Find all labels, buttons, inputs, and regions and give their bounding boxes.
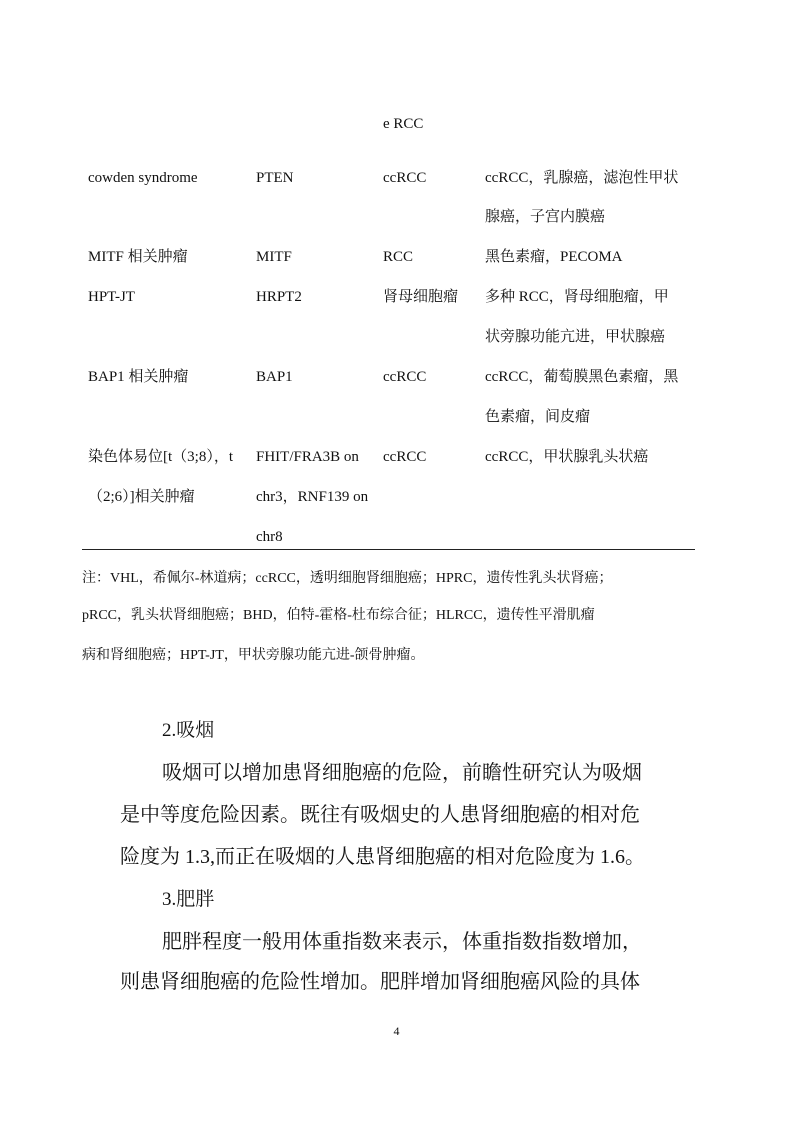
other-tumors-cell: 色素瘤，间皮瘤	[485, 409, 591, 425]
table-bottom-rule	[82, 549, 695, 550]
other-tumors-cell: 状旁腺功能亢进，甲状腺癌	[485, 329, 666, 345]
other-tumors-cell: 多种 RCC，肾母细胞瘤，甲	[485, 289, 669, 305]
section-heading-smoking: 2.吸烟	[162, 720, 215, 741]
other-tumors-cell: ccRCC，甲状腺乳头状癌	[485, 449, 649, 465]
table-carryover-cell: e RCC	[383, 116, 424, 132]
paragraph-line: 肥胖程度一般用体重指数来表示，体重指数指数增加，	[162, 931, 642, 953]
other-tumors-cell: 腺癌，子宫内膜癌	[485, 209, 606, 225]
tumor-cell: RCC	[383, 249, 414, 265]
paragraph-line: 是中等度危险因素。既往有吸烟史的人患肾细胞癌的相对危	[120, 804, 640, 826]
syndrome-cell: MITF 相关肿瘤	[88, 249, 188, 265]
gene-cell: BAP1	[256, 369, 293, 385]
gene-cell: chr8	[256, 529, 283, 545]
gene-cell: chr3，RNF139 on	[256, 489, 369, 505]
paragraph-line: 险度为 1.3,而正在吸烟的人患肾细胞癌的相对危险度为 1.6。	[120, 846, 645, 868]
gene-cell: FHIT/FRA3B on	[256, 449, 359, 465]
gene-cell: MITF	[256, 249, 292, 265]
other-tumors-cell: 黑色素瘤，PECOMA	[485, 249, 623, 265]
note-line: 病和肾细胞癌；HPT-JT，甲状旁腺功能亢进-颌骨肿瘤。	[82, 648, 425, 663]
syndrome-cell: BAP1 相关肿瘤	[88, 369, 189, 385]
gene-cell: HRPT2	[256, 289, 302, 305]
tumor-cell: ccRCC	[383, 369, 427, 385]
syndrome-cell: 染色体易位[t（3;8），t	[88, 449, 233, 465]
paragraph-line: 吸烟可以增加患肾细胞癌的危险，前瞻性研究认为吸烟	[162, 762, 642, 784]
tumor-cell: 肾母细胞瘤	[383, 289, 459, 305]
syndrome-cell: （2;6）]相关肿瘤	[88, 489, 195, 505]
tumor-cell: ccRCC	[383, 449, 427, 465]
section-heading-obesity: 3.肥胖	[162, 889, 215, 910]
other-tumors-cell: ccRCC，葡萄膜黑色素瘤，黑	[485, 369, 679, 385]
gene-cell: PTEN	[256, 170, 294, 186]
syndrome-cell: cowden syndrome	[88, 170, 198, 186]
note-line: pRCC，乳头状肾细胞癌；BHD，伯特-霍格-杜布综合征；HLRCC，遗传性平滑肌瘤	[82, 608, 595, 623]
syndrome-cell: HPT-JT	[88, 289, 135, 305]
tumor-cell: ccRCC	[383, 170, 427, 186]
note-line: 注：VHL，希佩尔-林道病；ccRCC，透明细胞肾细胞癌；HPRC，遗传性乳头状肾癌；	[82, 571, 613, 586]
page-number: 4	[393, 1024, 400, 1038]
paragraph-line: 则患肾细胞癌的危险性增加。肥胖增加肾细胞癌风险的具体	[120, 971, 640, 993]
other-tumors-cell: ccRCC，乳腺癌，滤泡性甲状	[485, 170, 679, 186]
